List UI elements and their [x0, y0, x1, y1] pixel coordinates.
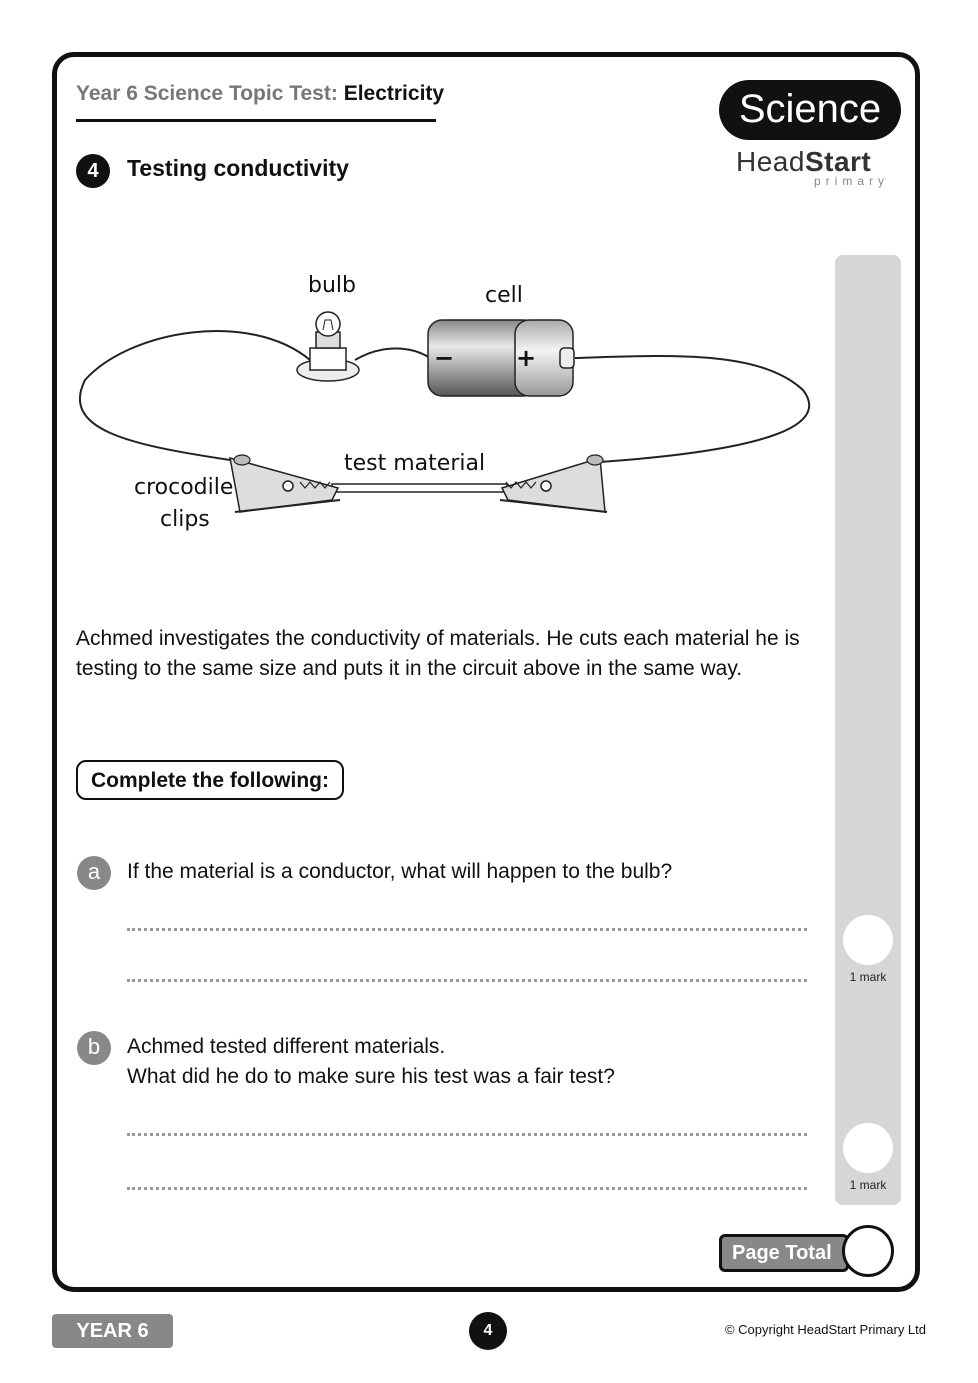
question-number: 4 — [76, 154, 110, 188]
header-prefix: Year 6 Science Topic Test: — [76, 82, 338, 105]
intro-paragraph: Achmed investigates the conductivity of materials. He cuts each material he is testing to the same size and puts it in the circuit above in the same way. — [76, 627, 800, 680]
question-title: Testing conductivity — [127, 155, 349, 181]
label-clips: clips — [160, 507, 210, 532]
circuit-diagram — [70, 250, 820, 550]
logo-head: Head — [736, 146, 805, 177]
header-topic: Electricity — [343, 82, 445, 105]
part-b-mark-circle[interactable] — [843, 1123, 893, 1173]
label-cell: cell — [485, 283, 523, 308]
page-total-label: Page Total — [719, 1234, 849, 1272]
part-a-mark-label: 1 mark — [849, 970, 887, 984]
marks-column — [835, 255, 901, 1205]
bulb-icon — [297, 312, 359, 381]
part-b-question-line-2: What did he do to make sure his test was a fair test? — [127, 1065, 615, 1088]
part-b-letter: b — [77, 1031, 111, 1065]
part-b-answer-line-1[interactable] — [127, 1133, 807, 1136]
crocodile-clip-right — [500, 455, 607, 512]
part-b-answer-line-2[interactable] — [127, 1187, 807, 1190]
year-badge: YEAR 6 — [52, 1314, 173, 1348]
crocodile-clip-left — [230, 455, 340, 512]
header-title — [76, 82, 444, 106]
label-bulb: bulb — [308, 273, 356, 298]
label-test-material: test material — [344, 451, 486, 476]
part-b-question-line-1: Achmed tested different materials. — [127, 1035, 446, 1058]
wire-bulb-cell — [355, 348, 430, 360]
part-a-question: If the material is a conductor, what will happen to the bulb? — [127, 860, 673, 883]
part-a-answer-line-1[interactable] — [127, 928, 807, 931]
instruction-box: Complete the following: — [76, 760, 344, 800]
test-material-rod — [332, 484, 507, 492]
wire-right — [575, 356, 809, 462]
part-b-mark-label: 1 mark — [849, 1178, 887, 1192]
part-a-mark-circle[interactable] — [843, 915, 893, 965]
page-number: 4 — [469, 1312, 507, 1350]
logo-primary: primary — [814, 174, 890, 188]
header-underline — [76, 119, 436, 122]
page-total-circle[interactable] — [842, 1225, 894, 1277]
part-a-letter: a — [77, 856, 111, 890]
cell-icon — [428, 320, 574, 396]
label-crocodile: crocodile — [134, 475, 234, 500]
logo-start: Start — [804, 146, 872, 177]
wire-left — [80, 331, 310, 460]
cell-minus: − — [434, 344, 455, 372]
part-a-answer-line-2[interactable] — [127, 979, 807, 982]
copyright: © Copyright HeadStart Primary Ltd — [724, 1322, 926, 1337]
cell-plus: + — [516, 344, 537, 372]
science-logo-badge: Science — [719, 80, 901, 140]
